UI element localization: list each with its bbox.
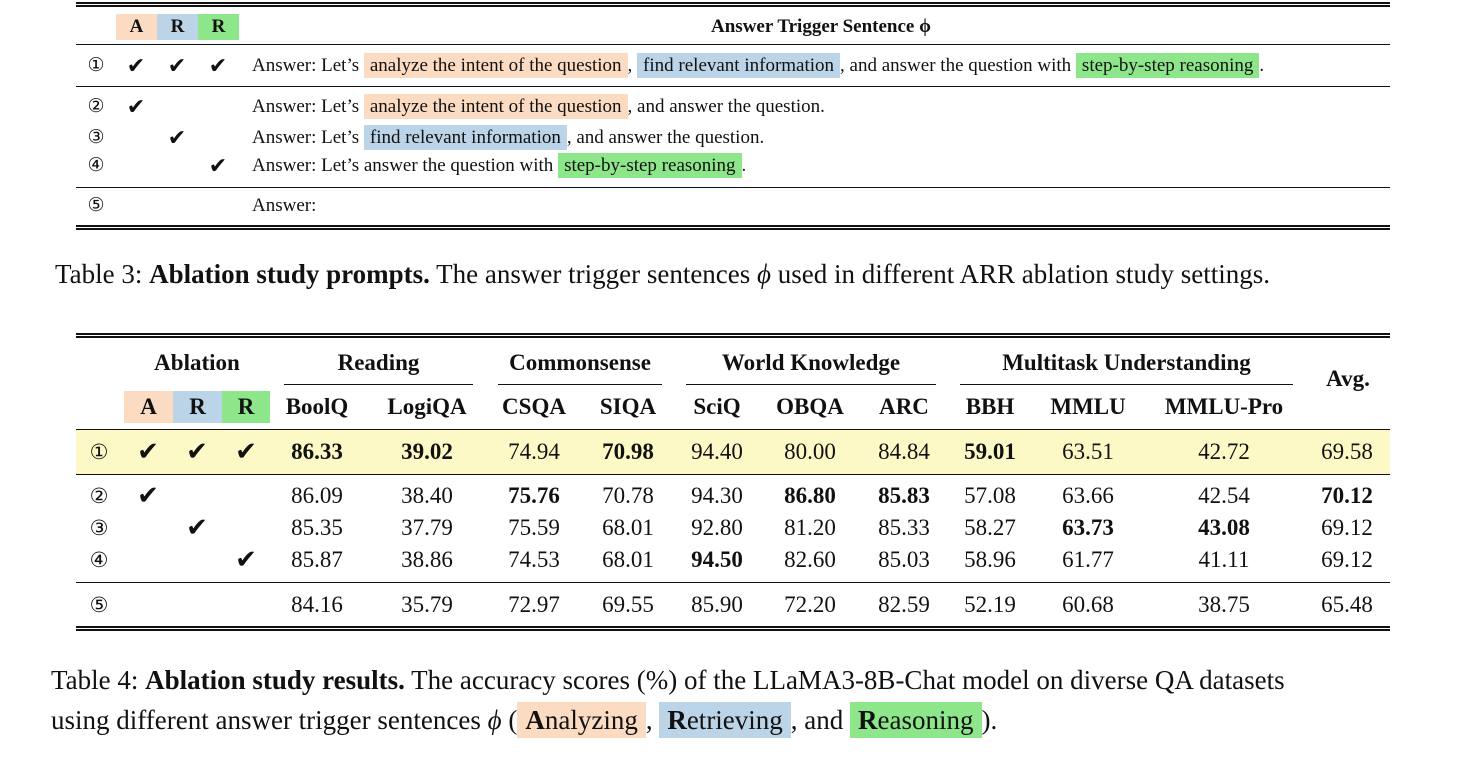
score-cell: 43.08 [1198, 515, 1250, 540]
score-cell: 39.02 [401, 439, 453, 464]
retrieving-highlight: Retrieving [659, 702, 790, 738]
score-cell: 86.33 [291, 439, 343, 464]
check-icon: ✔ [126, 94, 146, 119]
header-a: A [116, 14, 157, 40]
bottom-double-rule [76, 225, 1390, 230]
table-row [76, 192, 1390, 220]
table-row [76, 124, 1390, 152]
check-icon: ✔ [167, 125, 187, 150]
score-cell: 42.72 [1198, 439, 1250, 464]
trigger-sentence [252, 52, 1264, 80]
score-cell: 38.40 [401, 483, 453, 508]
score-cell: 85.35 [291, 515, 343, 540]
score-cell: 75.76 [508, 483, 560, 508]
column-header: BoolQ [285, 394, 349, 419]
check-icon: ✔ [137, 437, 159, 466]
score-cell: 42.54 [1198, 483, 1250, 508]
check-icon: ✔ [167, 53, 187, 78]
sentence-prefix: Answer: Let’s [252, 55, 360, 76]
score-cell: 63.51 [1062, 439, 1114, 464]
group-world-knowledge: World Knowledge [721, 350, 901, 375]
score-cell: 70.78 [602, 483, 654, 508]
group-avg: Avg. [1326, 366, 1370, 391]
open-paren: ( [508, 705, 518, 735]
score-cell: 84.84 [878, 439, 930, 464]
caption-title: Ablation study results. [145, 665, 405, 695]
row-number: ③ [89, 516, 109, 540]
score-cell: 94.40 [691, 439, 743, 464]
score-cell: 74.53 [508, 547, 560, 572]
score-cell: 94.30 [691, 483, 743, 508]
score-cell: 81.20 [784, 515, 836, 540]
score-cell: 82.59 [878, 592, 930, 617]
caption-text: using different answer trigger sentences [51, 705, 481, 735]
table-3 [76, 0, 1390, 234]
sentence-middle: , and answer the question with [840, 55, 1072, 76]
table-row [76, 52, 1390, 80]
score-cell: 85.33 [878, 515, 930, 540]
check-icon: ✔ [208, 53, 228, 78]
column-header: LogiQA [387, 394, 467, 419]
avg-cell: 69.12 [1321, 515, 1373, 540]
score-cell: 85.87 [291, 547, 343, 572]
table-row [76, 152, 1390, 180]
row-number: ③ [87, 127, 105, 148]
retrieve-highlight: find relevant information [364, 125, 567, 150]
reasoning-highlight: Reasoning [850, 702, 981, 738]
score-cell: 38.86 [401, 547, 453, 572]
avg-cell: 65.48 [1321, 592, 1373, 617]
row-number: ① [87, 55, 105, 76]
check-icon: ✔ [186, 437, 208, 466]
group-rule [498, 384, 662, 385]
comma: , [645, 705, 653, 735]
column-header: SIQA [599, 394, 657, 419]
sentence-prefix: Answer: Let’s [252, 96, 360, 117]
score-cell: 38.75 [1198, 592, 1250, 617]
check-icon: ✔ [137, 481, 159, 510]
caption-text: The answer trigger sentences [436, 259, 751, 289]
score-cell: 74.94 [508, 439, 560, 464]
score-cell: 75.59 [508, 515, 560, 540]
sentence-prefix: Answer: Let’s [252, 127, 360, 148]
table-3-caption [55, 259, 1270, 290]
score-cell: 85.90 [691, 592, 743, 617]
top-double-rule [76, 333, 1390, 338]
reason-highlight: step-by-step reasoning [1076, 53, 1259, 78]
trigger-sentence [252, 152, 746, 180]
caption-label: Table 3: [55, 259, 143, 289]
score-cell: 58.96 [964, 547, 1016, 572]
group-multitask: Multitask Understanding [1002, 350, 1251, 375]
caption-text: used in different ARR ablation study settings. [777, 259, 1270, 289]
row-number: ⑤ [87, 195, 105, 216]
header-rule [76, 44, 1390, 45]
score-cell: 63.73 [1062, 515, 1114, 540]
sentence-middle: , and answer the question. [627, 96, 825, 117]
check-icon: ✔ [235, 437, 257, 466]
trigger-sentence [252, 124, 764, 152]
sentence-middle: , and answer the question. [566, 127, 765, 148]
table-4 [76, 333, 1390, 637]
score-cell: 58.27 [964, 515, 1016, 540]
column-header: ARC [879, 394, 929, 419]
column-header: MMLU-Pro [1164, 394, 1284, 419]
check-icon: ✔ [208, 153, 228, 178]
caption-text: The accuracy scores (%) of the LLaMA3-8B-Chat model on diverse QA datasets [411, 665, 1285, 695]
score-cell: 68.01 [602, 547, 654, 572]
score-cell: 35.79 [401, 592, 453, 617]
avg-cell: 69.58 [1321, 439, 1373, 464]
score-cell: 80.00 [784, 439, 836, 464]
score-cell: 61.77 [1062, 547, 1114, 572]
row-number: ② [87, 96, 105, 117]
score-cell: 84.16 [291, 592, 343, 617]
row-number: ① [89, 440, 109, 464]
score-cell: 72.97 [508, 592, 560, 617]
score-cell: 72.20 [784, 592, 836, 617]
score-cell: 68.01 [602, 515, 654, 540]
reason-highlight: step-by-step reasoning [558, 153, 741, 178]
and-text: , and [790, 705, 844, 735]
column-header: OBQA [776, 394, 844, 419]
top-double-rule [76, 2, 1390, 7]
score-cell: 86.80 [784, 483, 836, 508]
header-r-retrieve: R [157, 14, 198, 40]
row-rule [76, 474, 1390, 475]
group-rule [686, 384, 936, 385]
trigger-sentence [252, 192, 316, 220]
score-cell: 37.79 [401, 515, 453, 540]
column-header: CSQA [502, 394, 566, 419]
score-cell: 70.98 [602, 439, 654, 464]
row-number: ⑤ [89, 593, 109, 617]
row-rule [76, 86, 1390, 87]
score-cell: 63.66 [1062, 483, 1114, 508]
score-cell: 92.80 [691, 515, 743, 540]
score-cell: 69.55 [602, 592, 654, 617]
separator: , [627, 55, 633, 76]
header-r-retrieve: R [173, 391, 222, 423]
header-r-reason: R [222, 391, 270, 423]
score-cell: 60.68 [1062, 592, 1114, 617]
row-rule [76, 187, 1390, 188]
phi-symbol: ϕ [487, 705, 502, 735]
caption-title: Ablation study prompts. [149, 259, 430, 289]
analyze-highlight: analyze the intent of the question [364, 94, 628, 119]
table-4-caption-line2 [51, 701, 997, 740]
table-row [76, 93, 1390, 121]
sentence-prefix: Answer: [252, 195, 317, 216]
score-cell: 52.19 [964, 592, 1016, 617]
score-cell: 85.03 [878, 547, 930, 572]
column-header: BBH [965, 394, 1015, 419]
avg-cell: 69.12 [1321, 547, 1373, 572]
sentence-prefix: Answer: Let’s answer the question with [252, 155, 554, 176]
sentence-end: . [1259, 55, 1265, 76]
score-cell: 41.11 [1198, 547, 1250, 572]
trigger-sentence [252, 93, 825, 121]
row-rule [76, 582, 1390, 583]
group-commonsense: Commonsense [509, 350, 651, 375]
score-cell: 57.08 [964, 483, 1016, 508]
row-number: ④ [89, 548, 109, 572]
sentence-end: . [741, 155, 747, 176]
check-icon: ✔ [235, 545, 257, 574]
score-cell: 85.83 [878, 483, 930, 508]
group-reading: Reading [337, 350, 420, 375]
bottom-double-rule [76, 626, 1390, 631]
header-a: A [124, 391, 173, 423]
column-header: MMLU [1050, 394, 1126, 419]
check-icon: ✔ [126, 53, 146, 78]
header-r-reason: R [198, 14, 239, 40]
table-4-caption [51, 661, 1285, 700]
score-cell: 59.01 [964, 439, 1016, 464]
analyzing-highlight: Analyzing [517, 702, 645, 738]
column-header: SciQ [693, 394, 741, 419]
group-rule [960, 384, 1293, 385]
check-icon: ✔ [186, 513, 208, 542]
caption-label: Table 4: [51, 665, 139, 695]
header-title: Answer Trigger Sentence ϕ [711, 16, 931, 37]
row-number: ② [89, 484, 109, 508]
analyze-highlight: analyze the intent of the question [364, 53, 628, 78]
group-ablation: Ablation [154, 350, 240, 375]
close-paren: ). [981, 705, 998, 735]
phi-symbol: ϕ [757, 259, 772, 289]
score-cell: 82.60 [784, 547, 836, 572]
score-cell: 86.09 [291, 483, 343, 508]
retrieve-highlight: find relevant information [637, 53, 840, 78]
row-number: ④ [87, 155, 105, 176]
group-rule [284, 384, 473, 385]
avg-cell: 70.12 [1321, 483, 1373, 508]
score-cell: 94.50 [691, 547, 743, 572]
